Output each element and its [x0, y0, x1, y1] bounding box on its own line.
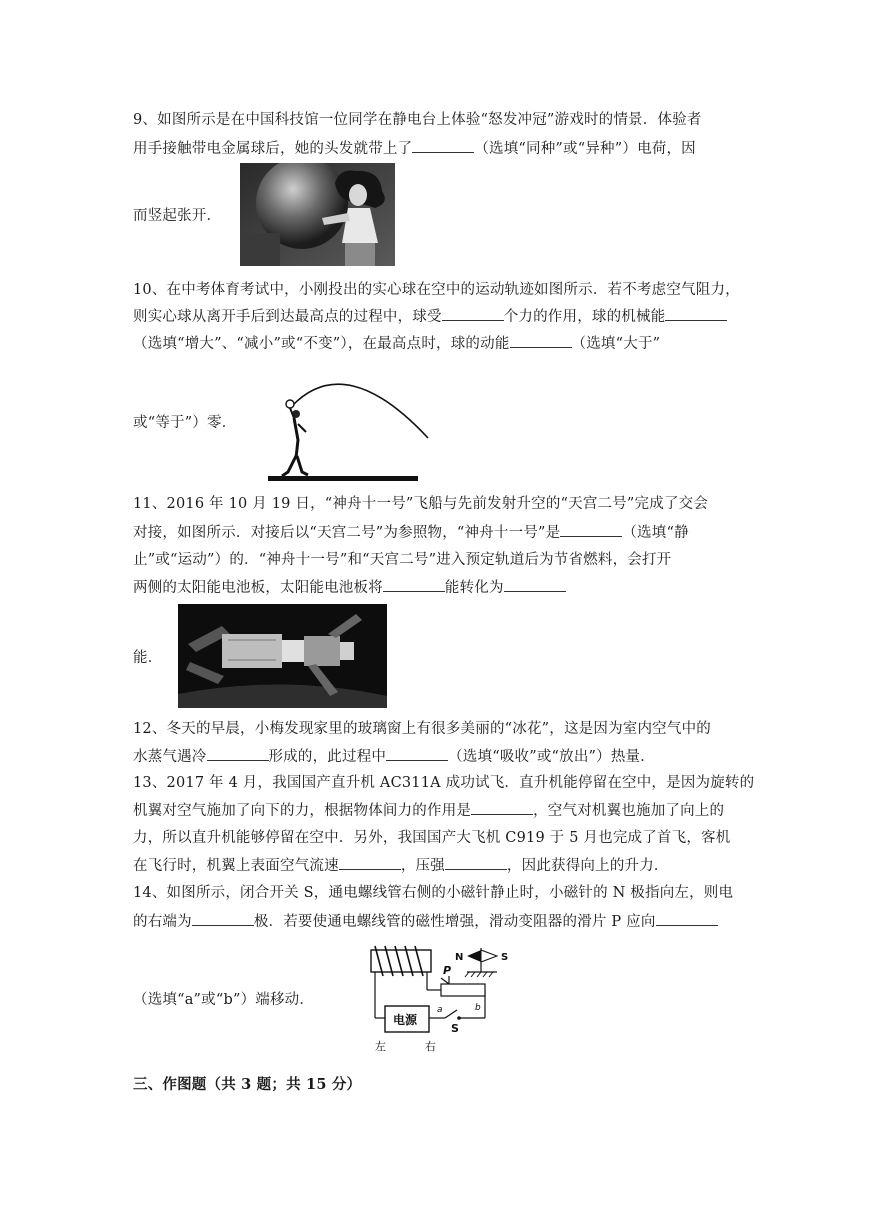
q11-line3: 止”或“运动”）的．“神舟十一号”和“天宫二号”进入预定轨道后为节省燃料，会打开 [133, 552, 672, 568]
q11-line4: 两侧的太阳能电池板，太阳能电池板将 能转化为 [133, 577, 566, 598]
q11-blank-1 [560, 522, 622, 537]
q11-blank-2 [383, 577, 445, 592]
q10-line2: 则实心球从离开手后到达最高点的过程中，球受 个力的作用，球的机械能 [133, 306, 727, 327]
q13-line4: 在飞行时，机翼上表面空气流速 ，压强 ，因此获得向上的升力． [133, 855, 669, 876]
q14-line3: （选填“a”或“b”）端移动． [133, 992, 315, 1008]
q10-blank-1 [442, 306, 504, 321]
q12-blank-1 [207, 746, 269, 761]
power-label: 电源 [393, 1013, 418, 1027]
q9-line2: 用手接触带电金属球后，她的头发就带上了 （选填“同种”或“异种”）电荷，因 [133, 138, 696, 159]
switch-s-label: S [451, 1022, 459, 1035]
left-label: 左 [375, 1040, 386, 1053]
right-label: 右 [425, 1040, 436, 1053]
terminal-a-label: a [437, 1005, 443, 1015]
q10-line4: 或“等于”）零． [133, 415, 237, 431]
q11-blank-3 [504, 577, 566, 592]
q14-blank-1 [192, 911, 254, 926]
q11-line5: 能． [133, 650, 163, 666]
q14-blank-2 [656, 911, 718, 926]
q9-line1: 9、如图所示是在中国科技馆一位同学在静电台上体验“怒发冲冠”游戏时的情景．体验者 [133, 112, 702, 128]
q11-figure-spacecraft [178, 604, 387, 708]
q14-line1: 14、如图所示，闭合开关 S，通电螺线管右侧的小磁针静止时，小磁针的 N 极指向左，则电 [133, 885, 734, 901]
q11-line2: 对接，如图所示．对接后以“天宫二号”为参照物，“神舟十一号”是 （选填“静 [133, 522, 689, 543]
q10-line3: （选填“增大”、“减小”或“不变”），在最高点时，球的动能 （选填“大于” [133, 333, 660, 354]
q10-blank-2 [665, 306, 727, 321]
q10-figure-trajectory [268, 368, 434, 484]
q13-blank-2 [339, 855, 401, 870]
q13-line1: 13、2017 年 4 月，我国国产直升机 AC311A 成功试飞．直升机能停留在空中，是因为旋转的 [133, 775, 755, 791]
q13-line3: 力，所以直升机能够停留在空中．另外，我国国产大飞机 C919 于 5 月也完成了首飞，客机 [133, 830, 731, 846]
slider-p-label: P [443, 964, 452, 977]
q10-line1: 10、在中考体育考试中，小刚投出的实心球在空中的运动轨迹如图所示．若不考虑空气阻力， [133, 282, 740, 298]
section-3-heading: 三、作图题（共 3 题；共 15 分） [133, 1076, 362, 1093]
q14-line2: 的右端为 极．若要使通电螺线管的磁性增强，滑动变阻器的滑片 P 应向 [133, 911, 718, 932]
q9-blank [412, 138, 474, 153]
q12-line2: 水蒸气遇冷 形成的，此过程中 （选填“吸收”或“放出”）热量． [133, 746, 655, 767]
q13-line2: 机翼对空气施加了向下的力，根据物体间力的作用是 ，空气对机翼也施加了向上的 [133, 800, 724, 821]
q10-blank-3 [510, 333, 572, 348]
q9-figure-photo [240, 163, 395, 266]
q12-blank-2 [386, 746, 448, 761]
q14-figure-circuit [363, 938, 523, 1060]
terminal-b-label: b [475, 1003, 481, 1013]
q9-line3: 而竖起张开． [133, 208, 222, 224]
q12-line1: 12、冬天的早晨，小梅发现家里的玻璃窗上有很多美丽的“冰花”，这是因为室内空气中的 [133, 721, 711, 737]
q13-blank-3 [445, 855, 507, 870]
magnet-n-label: N [455, 952, 464, 963]
q13-blank-1 [471, 800, 533, 815]
q11-line1: 11、2016 年 10 月 19 日，“神舟十一号”飞船与先前发射升空的“天宫二号”完成了交会 [133, 496, 709, 512]
magnet-s-label: S [501, 952, 509, 963]
